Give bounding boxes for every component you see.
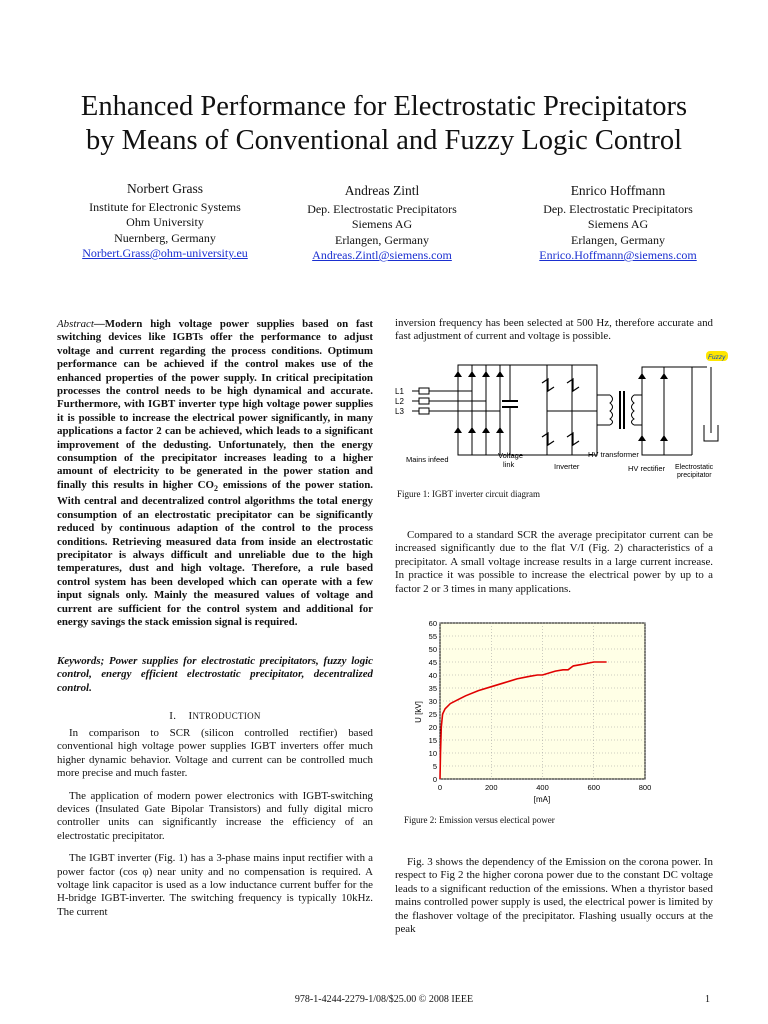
keywords-label: Keywords;	[57, 655, 105, 667]
y-tick-label: 15	[428, 736, 437, 745]
y-tick-label: 25	[428, 710, 437, 719]
y-tick-label: 20	[428, 723, 437, 732]
section-heading-introduction	[57, 710, 373, 722]
author-affiliation: Ohm University	[126, 215, 204, 229]
x-tick-label: 800	[638, 783, 652, 792]
label-hv-rectifier: HV rectifier	[628, 464, 666, 473]
y-tick-label: 30	[428, 697, 437, 706]
chart-y-ticks	[429, 620, 437, 784]
y-tick-label: 55	[428, 632, 437, 641]
author-affiliation: Dep. Electrostatic Precipitators	[307, 201, 457, 216]
intro-paragraph: The IGBT inverter (Fig. 1) has a 3-phase mains input rectifier with a power factor (cos φ) near unity and no compensation is required. A voltage link capacitor is used as a low inductance current buffer for the H-bridge IGBT-inverter. The switching frequency is typically 10kHz. The current	[57, 852, 373, 918]
y-tick-label: 45	[428, 658, 437, 667]
x-tick-label: 200	[484, 783, 498, 792]
x-tick-label: 600	[587, 783, 601, 792]
author-affiliation: Nuernberg, Germany	[114, 230, 216, 245]
author-3	[498, 183, 738, 264]
label-mains-infeed: Mains infeed	[406, 455, 449, 464]
y-tick-label: 5	[432, 762, 437, 771]
label-link: link	[503, 460, 515, 469]
figure-1-caption: Figure 1: IGBT inverter circuit diagram	[397, 489, 541, 499]
introduction-body	[57, 727, 373, 928]
y-tick-label: 40	[428, 671, 437, 680]
author-name: Norbert Grass	[126, 181, 204, 196]
title-line-2: by Means of Conventional and Fuzzy Logic Control	[85, 125, 683, 156]
abstract	[57, 318, 373, 630]
page-number: 1	[705, 994, 710, 1005]
label-inverter: Inverter	[554, 462, 580, 471]
intro-paragraph: The application of modern power electronics with IGBT-switching devices (Insulated Gate Bipolar Transistors) and fully digital micro controller units can significantly increase the efficiency of an electrostatic precipitator.	[57, 789, 373, 842]
chart-x-label: [mA]	[533, 795, 551, 804]
phase-label: L2	[395, 397, 404, 406]
author-affiliation: Siemens AG	[351, 217, 413, 231]
figure-2-chart	[410, 620, 660, 808]
author-affiliation: Siemens AG	[587, 217, 649, 231]
x-tick-label: 0	[437, 783, 443, 792]
abstract-text: —Modern high voltage power supplies based on fast switching devices like IGBTs offer the performance to adjust voltage and current regarding the process conditions. Optimum performance can be achieved if the control makes use of the enhanced properties of the power supply. In critical precipitation processes the control needs to be high dynamical and accurate. Furthermore, with IGBT inverter type high voltage power supplies it is possible to increase the electrical power significantly, in many applications a factor 2 can be achieved, which leads to a significant improvement of the dedusting. Unfortunately, then the energy consumption of the precipitator increases leading to a higher amount of electricity to be generated in the power station and finally this results in higher CO	[57, 318, 373, 491]
label-voltage: Voltage	[498, 451, 524, 460]
fuzzy-logo-text: Fuzzy	[708, 354, 726, 361]
right-paragraph-1: inversion frequency has been selected at 500 Hz, therefore accurate and fast adjustment of current and voltage is possible.	[395, 317, 713, 343]
section-title-rest: NTRODUCTION	[192, 711, 261, 721]
author-2	[262, 183, 502, 264]
copyright-footer: 978-1-4244-2279-1/08/$25.00 © 2008 IEEE	[294, 994, 474, 1005]
section-title-first: I	[188, 710, 193, 722]
label-electrostatic: Electrostatic	[675, 464, 714, 471]
y-tick-label: 50	[428, 645, 437, 654]
y-tick-label: 10	[428, 749, 437, 758]
keywords	[57, 655, 373, 695]
author-email-link[interactable]: Andreas.Zintl@siemens.com	[312, 248, 452, 262]
figure-2-caption: Figure 2: Emission versus electical power	[404, 815, 555, 825]
y-tick-label: 35	[428, 684, 437, 693]
author-name: Andreas Zintl	[344, 183, 420, 198]
label-precipitator: precipitator	[677, 472, 712, 479]
author-1	[45, 181, 285, 262]
author-affiliation: Institute for Electronic Systems	[89, 199, 241, 214]
abstract-label: Abstract	[57, 318, 94, 330]
paper-title	[40, 90, 728, 158]
chart-x-ticks	[438, 783, 651, 792]
author-email-link[interactable]: Norbert.Grass@ohm-university.eu	[82, 246, 248, 260]
label-hv-transformer: HV transformer	[588, 450, 639, 459]
keywords-text: Power supplies for electrostatic precipitators, fuzzy logic control, energy efficient electrostatic precipitator, decentralized control.	[57, 655, 373, 694]
chart-y-label: U [kV]	[414, 701, 423, 723]
author-affiliation: Erlangen, Germany	[571, 232, 665, 247]
right-paragraph-2: Compared to a standard SCR the average precipitator current can be increased significantly due to the flat V/I (Fig. 2) characteristics of a precipitator. A small voltage increase results in a large current increase. In practice it was possible to increase the electrical power by up to a factor 2 or 3 times in many applications.	[395, 529, 713, 595]
y-tick-label: 60	[428, 620, 437, 628]
title-line-1: Enhanced Performance for Electrostatic Precipitators	[80, 91, 688, 122]
x-tick-label: 400	[536, 783, 549, 792]
abstract-subscript: 2	[213, 484, 218, 494]
phase-label: L1	[395, 387, 404, 396]
intro-paragraph: In comparison to SCR (silicon controlled rectifier) based conventional high voltage power supplies IGBT inverters offer much higher dynamic behavior. Voltage and current can be controlled much more precise and much faster.	[57, 727, 373, 780]
author-affiliation: Erlangen, Germany	[335, 232, 429, 247]
y-tick-label: 0	[432, 775, 437, 784]
abstract-text-2: emissions of the power station. With central and decentralized control algorithms the total energy consumption of an electrostatic precipitator can be significantly reduced by continuous adaption of the control to the process conditions. Retrieving measured data from inside an electrostatic precipitator is always difficult and unreliable due to the high temperatures, dust and high voltage. Therefore, a rule based control system has been developed which can operate with a few input signals only. Mainly the measured values of voltage and current are sufficient for the control system and additional for energy savings the stack emission signal is required.	[57, 478, 373, 629]
author-affiliation: Dep. Electrostatic Precipitators	[543, 201, 693, 216]
section-number: I.	[169, 710, 177, 722]
right-paragraph-3: Fig. 3 shows the dependency of the Emission on the corona power. In respect to Fig 2 the higher corona power due to the constant DC voltage leads to a significant reduction of the emissions. When a thyristor based mains controlled power supply is used, the electrical power is limited by the flashover voltage of the precipitator. Flashing usually occurs at the peak	[395, 856, 713, 936]
figure-1-circuit-diagram	[392, 345, 730, 485]
phase-label: L3	[395, 407, 404, 416]
author-email-link[interactable]: Enrico.Hoffmann@siemens.com	[539, 248, 697, 262]
author-name: Enrico Hoffmann	[570, 183, 666, 198]
